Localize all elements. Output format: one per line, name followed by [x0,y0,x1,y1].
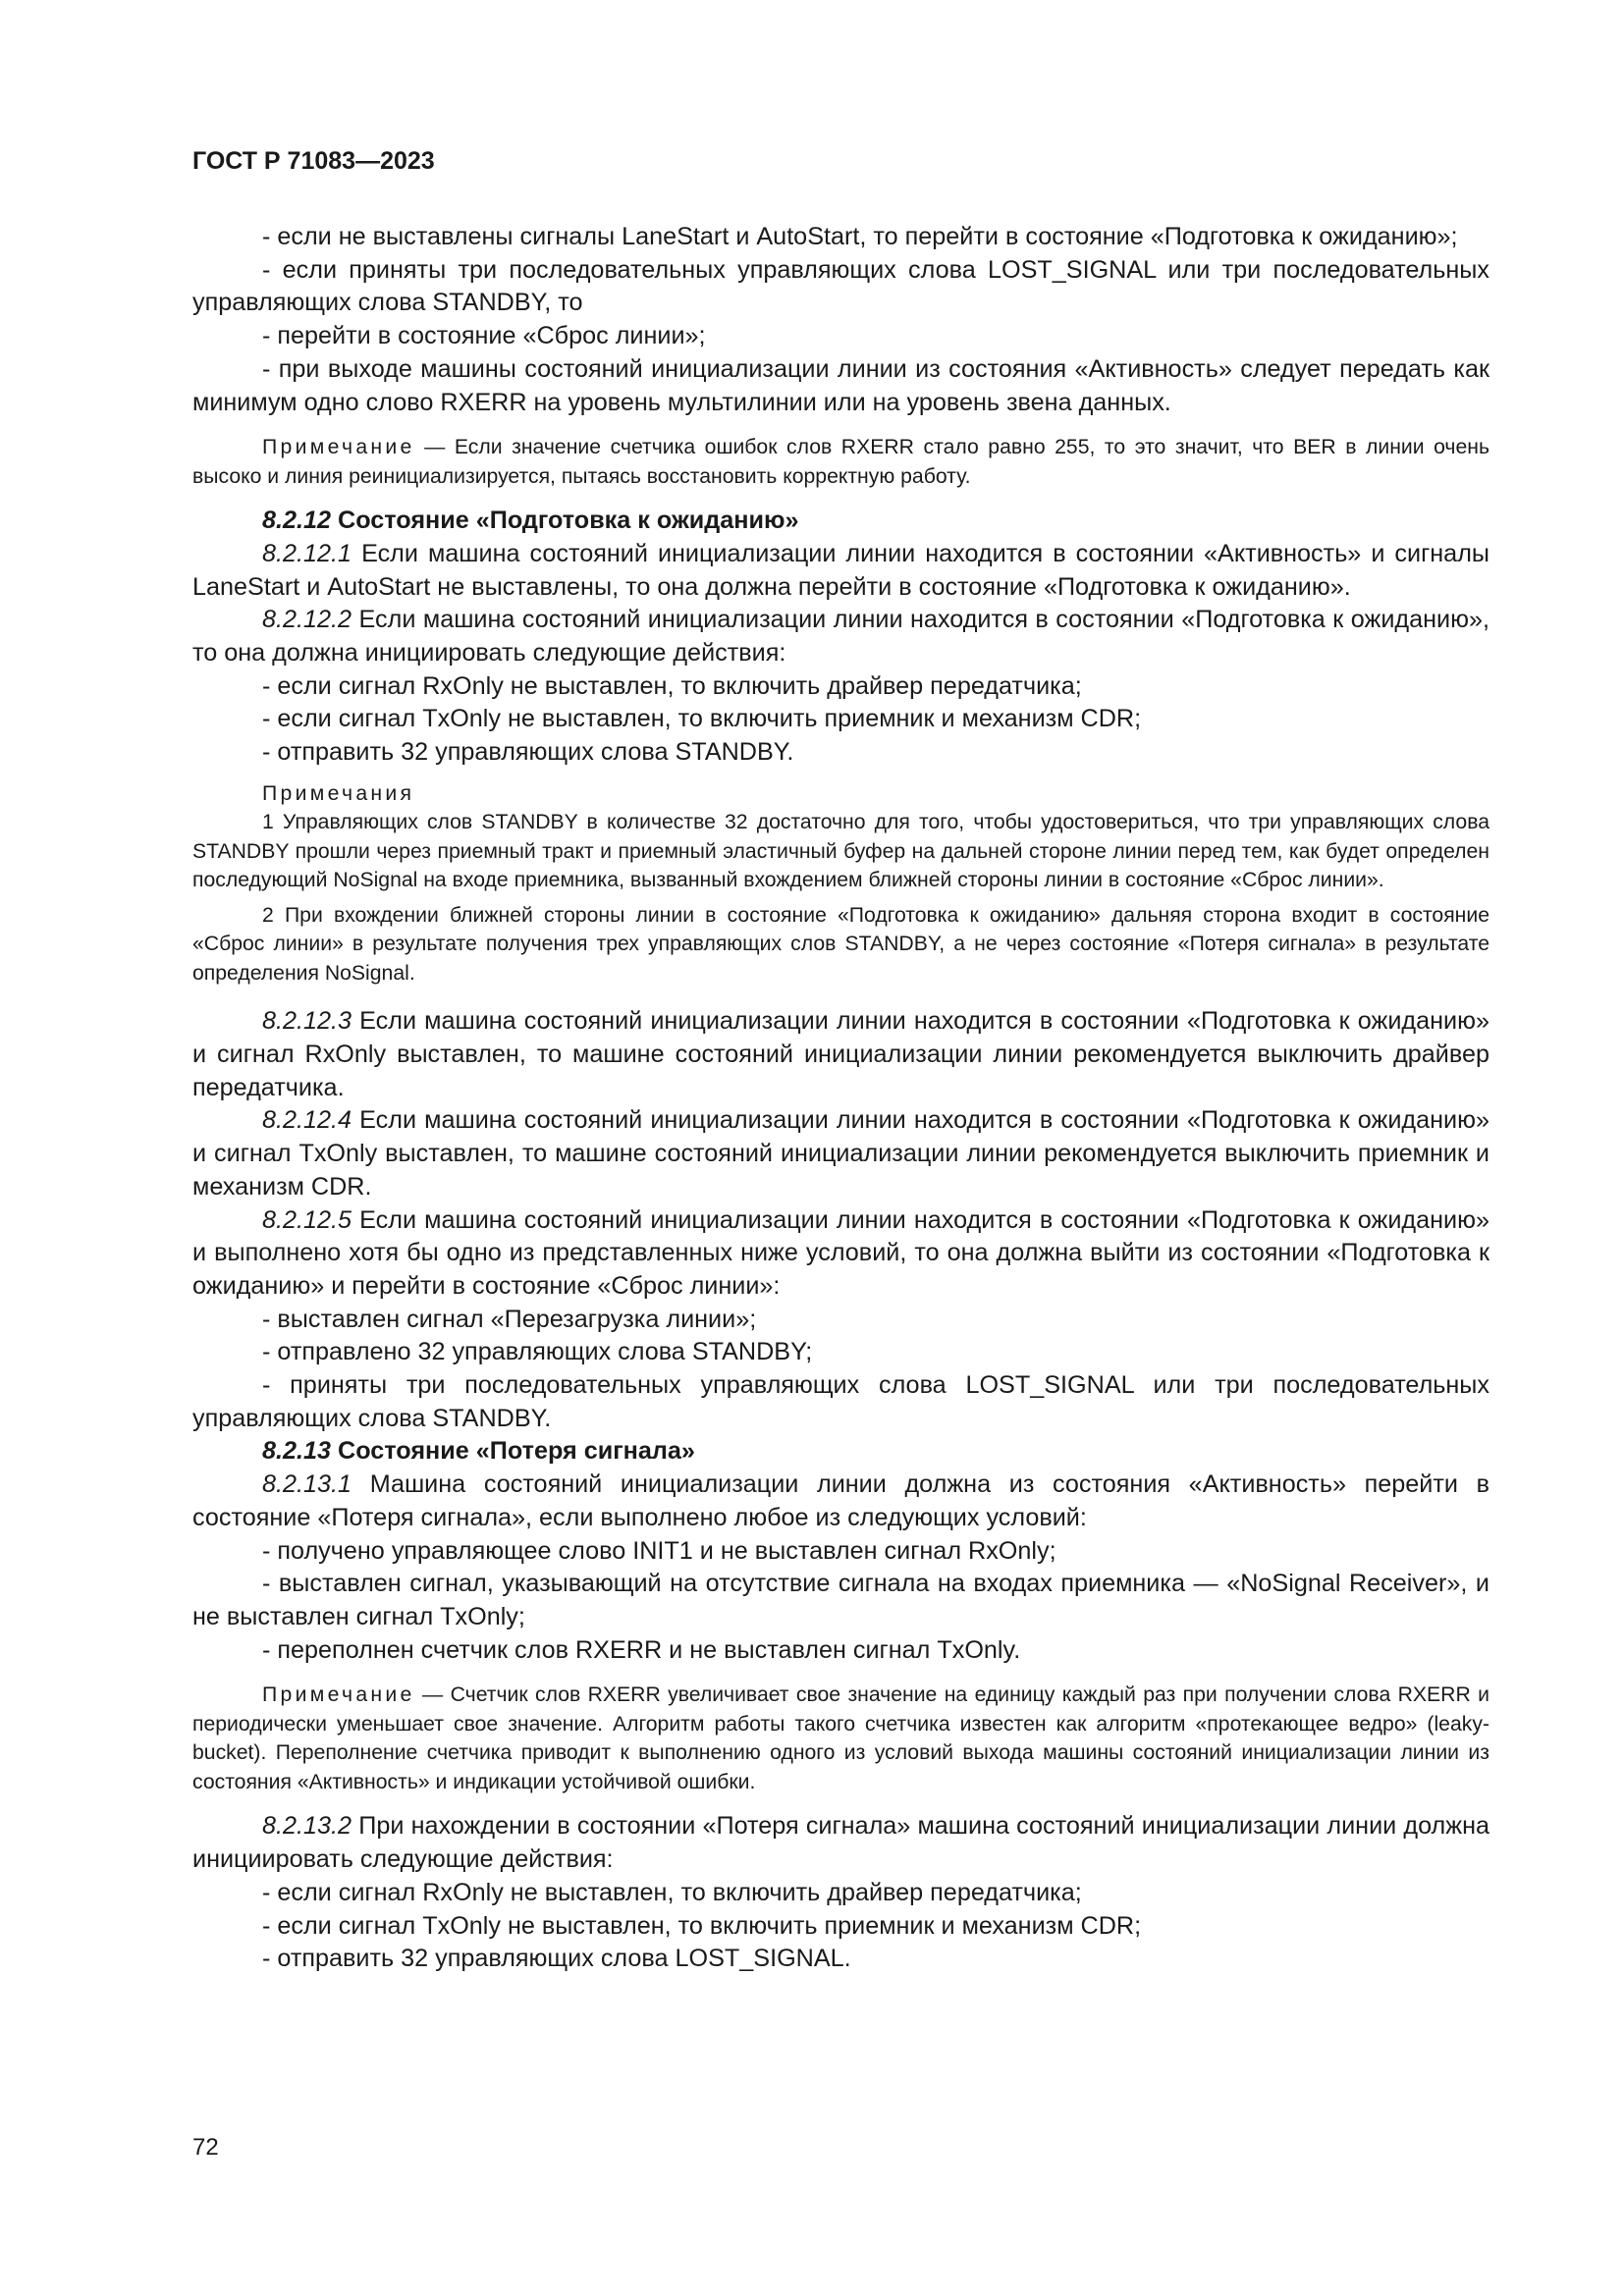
clause-8-2-12-4: 8.2.12.4 Если машина состояний инициализации линии находится в состоянии «Подготовка к ожиданию» и сигнал TxOnly выставлен, то машине состояний инициализации линии рекомендуется выключить приемник и механизм CDR. [192,1106,1489,1201]
paragraph-4: - при выходе машины состояний инициализации линии из состояния «Активность» следует передать как минимум одно слово RXERR на уровень мультилинии или на уровень звена данных. [192,354,1489,416]
notes-heading: Примечания [262,781,415,805]
clause-8-2-12-5: 8.2.12.5 Если машина состояний инициализации линии находится в состоянии «Подготовка к ожиданию» и выполнено хотя бы одно из представленных ниже условий, то она должна выйти из состоянии «Подготовка к ожиданию» и перейти в состояние «Сброс линии»: [192,1205,1489,1300]
document-body [192,221,1489,1976]
list-item: - выставлен сигнал, указывающий на отсутствие сигнала на входах приемника — «NoSignal Receiver», и не выставлен сигнал TxOnly; [192,1570,1489,1630]
list-item: - если сигнал RxOnly не выставлен, то включить драйвер передатчика; [262,671,1082,700]
list-item: - отправлено 32 управляющих слова STANDBY; [262,1338,813,1366]
clause-8-2-12-2: 8.2.12.2 Если машина состояний инициализации линии находится в состоянии «Подготовка к ожиданию», то она должна инициировать следующие действия: [192,606,1489,667]
paragraph-1: - если не выставлены сигналы LaneStart и AutoStart, то перейти в состояние «Подготовка к ожиданию»; [262,223,1458,250]
list-item: - отправить 32 управляющих слова STANDBY. [262,738,794,767]
clause-8-2-13-2: 8.2.13.2 При нахождении в состоянии «Потеря сигнала» машина состояний инициализации линии должна инициировать следующие действия: [192,1812,1489,1874]
clause-8-2-12-3: 8.2.12.3 Если машина состояний инициализации линии находится в состоянии «Подготовка к ожиданию» и сигнал RxOnly выставлен, то машине состояний инициализации линии рекомендуется выключить драйвер передатчика. [192,1007,1489,1101]
note-1: Примечание — Если значение счетчика ошибок слов RXERR стало равно 255, то это значит, что BER в линии очень высоко и линия реинициализируется, пытаясь восстановить корректную работу. [192,436,1489,488]
paragraph-3: - перейти в состояние «Сброс линии»; [262,322,706,350]
document-header: ГОСТ Р 71083—2023 [192,147,435,175]
list-item: - если сигнал RxOnly не выставлен, то включить драйвер передатчика; [262,1878,1082,1906]
list-item: - переполнен счетчик слов RXERR и не выставлен сигнал TxOnly. [262,1635,1021,1664]
list-item: - отправить 32 управляющих слова LOST_SIGNAL. [262,1945,851,1973]
section-heading-8-2-13: 8.2.13 Состояние «Потеря сигнала» [262,1437,695,1466]
note-3: Примечание — Счетчик слов RXERR увеличивает свое значение на единицу каждый раз при получении слова RXERR и периодически уменьшает свое значение. Алгоритм работы такого счетчика известен как алгоритм «протекающее ведро» (leaky-bucket). Переполнение счетчика приводит к выполнению одного из условий выхода машины состояний инициализации линии из состояния «Активность» и индикации устойчивой ошибки. [192,1683,1489,1793]
note-item-2: 2 При вхождении ближней стороны линии в состояние «Подготовка к ожиданию» дальняя сторона входит в состояние «Сброс линии» в результате получения трех управляющих слов STANDBY, а не через состояние «Потеря сигнала» в результате определения NoSignal. [192,903,1489,985]
list-item: - если сигнал TxOnly не выставлен, то включить приемник и механизм CDR; [262,1911,1142,1940]
page-number: 72 [192,2134,219,2161]
clause-8-2-12-1: 8.2.12.1 Если машина состояний инициализации линии находится в состоянии «Активность» и сигналы LaneStart и AutoStart не выставлены, то она должна перейти в состояние «Подготовка к ожиданию». [192,539,1489,601]
list-item: - если сигнал TxOnly не выставлен, то включить приемник и механизм CDR; [262,705,1142,733]
list-item: - выставлен сигнал «Перезагрузка линии»; [262,1305,757,1333]
list-item: - получено управляющее слово INIT1 и не выставлен сигнал RxOnly; [262,1536,1056,1565]
note-item-1: 1 Управляющих слов STANDBY в количестве 32 достаточно для того, чтобы удостовериться, что три управляющих слова STANDBY прошли через приемный тракт и приемный эластичный буфер на дальней стороне линии перед тем, как будет определен последующий NoSignal на входе приемника, вызванный вхождением ближней стороны линии в состояние «Сброс линии». [192,811,1489,892]
list-item: - приняты три последовательных управляющих слова LOST_SIGNAL или три последовательных управляющих слова STANDBY. [192,1371,1489,1432]
section-heading-8-2-12: 8.2.12 Состояние «Подготовка к ожиданию» [262,507,799,535]
clause-8-2-13-1: 8.2.13.1 Машина состояний инициализации линии должна из состояния «Активность» перейти в состояние «Потеря сигнала», если выполнено любое из следующих условий: [192,1470,1489,1531]
paragraph-2: - если приняты три последовательных управляющих слова LOST_SIGNAL или три последовательных управляющих слова STANDBY, то [192,255,1489,317]
